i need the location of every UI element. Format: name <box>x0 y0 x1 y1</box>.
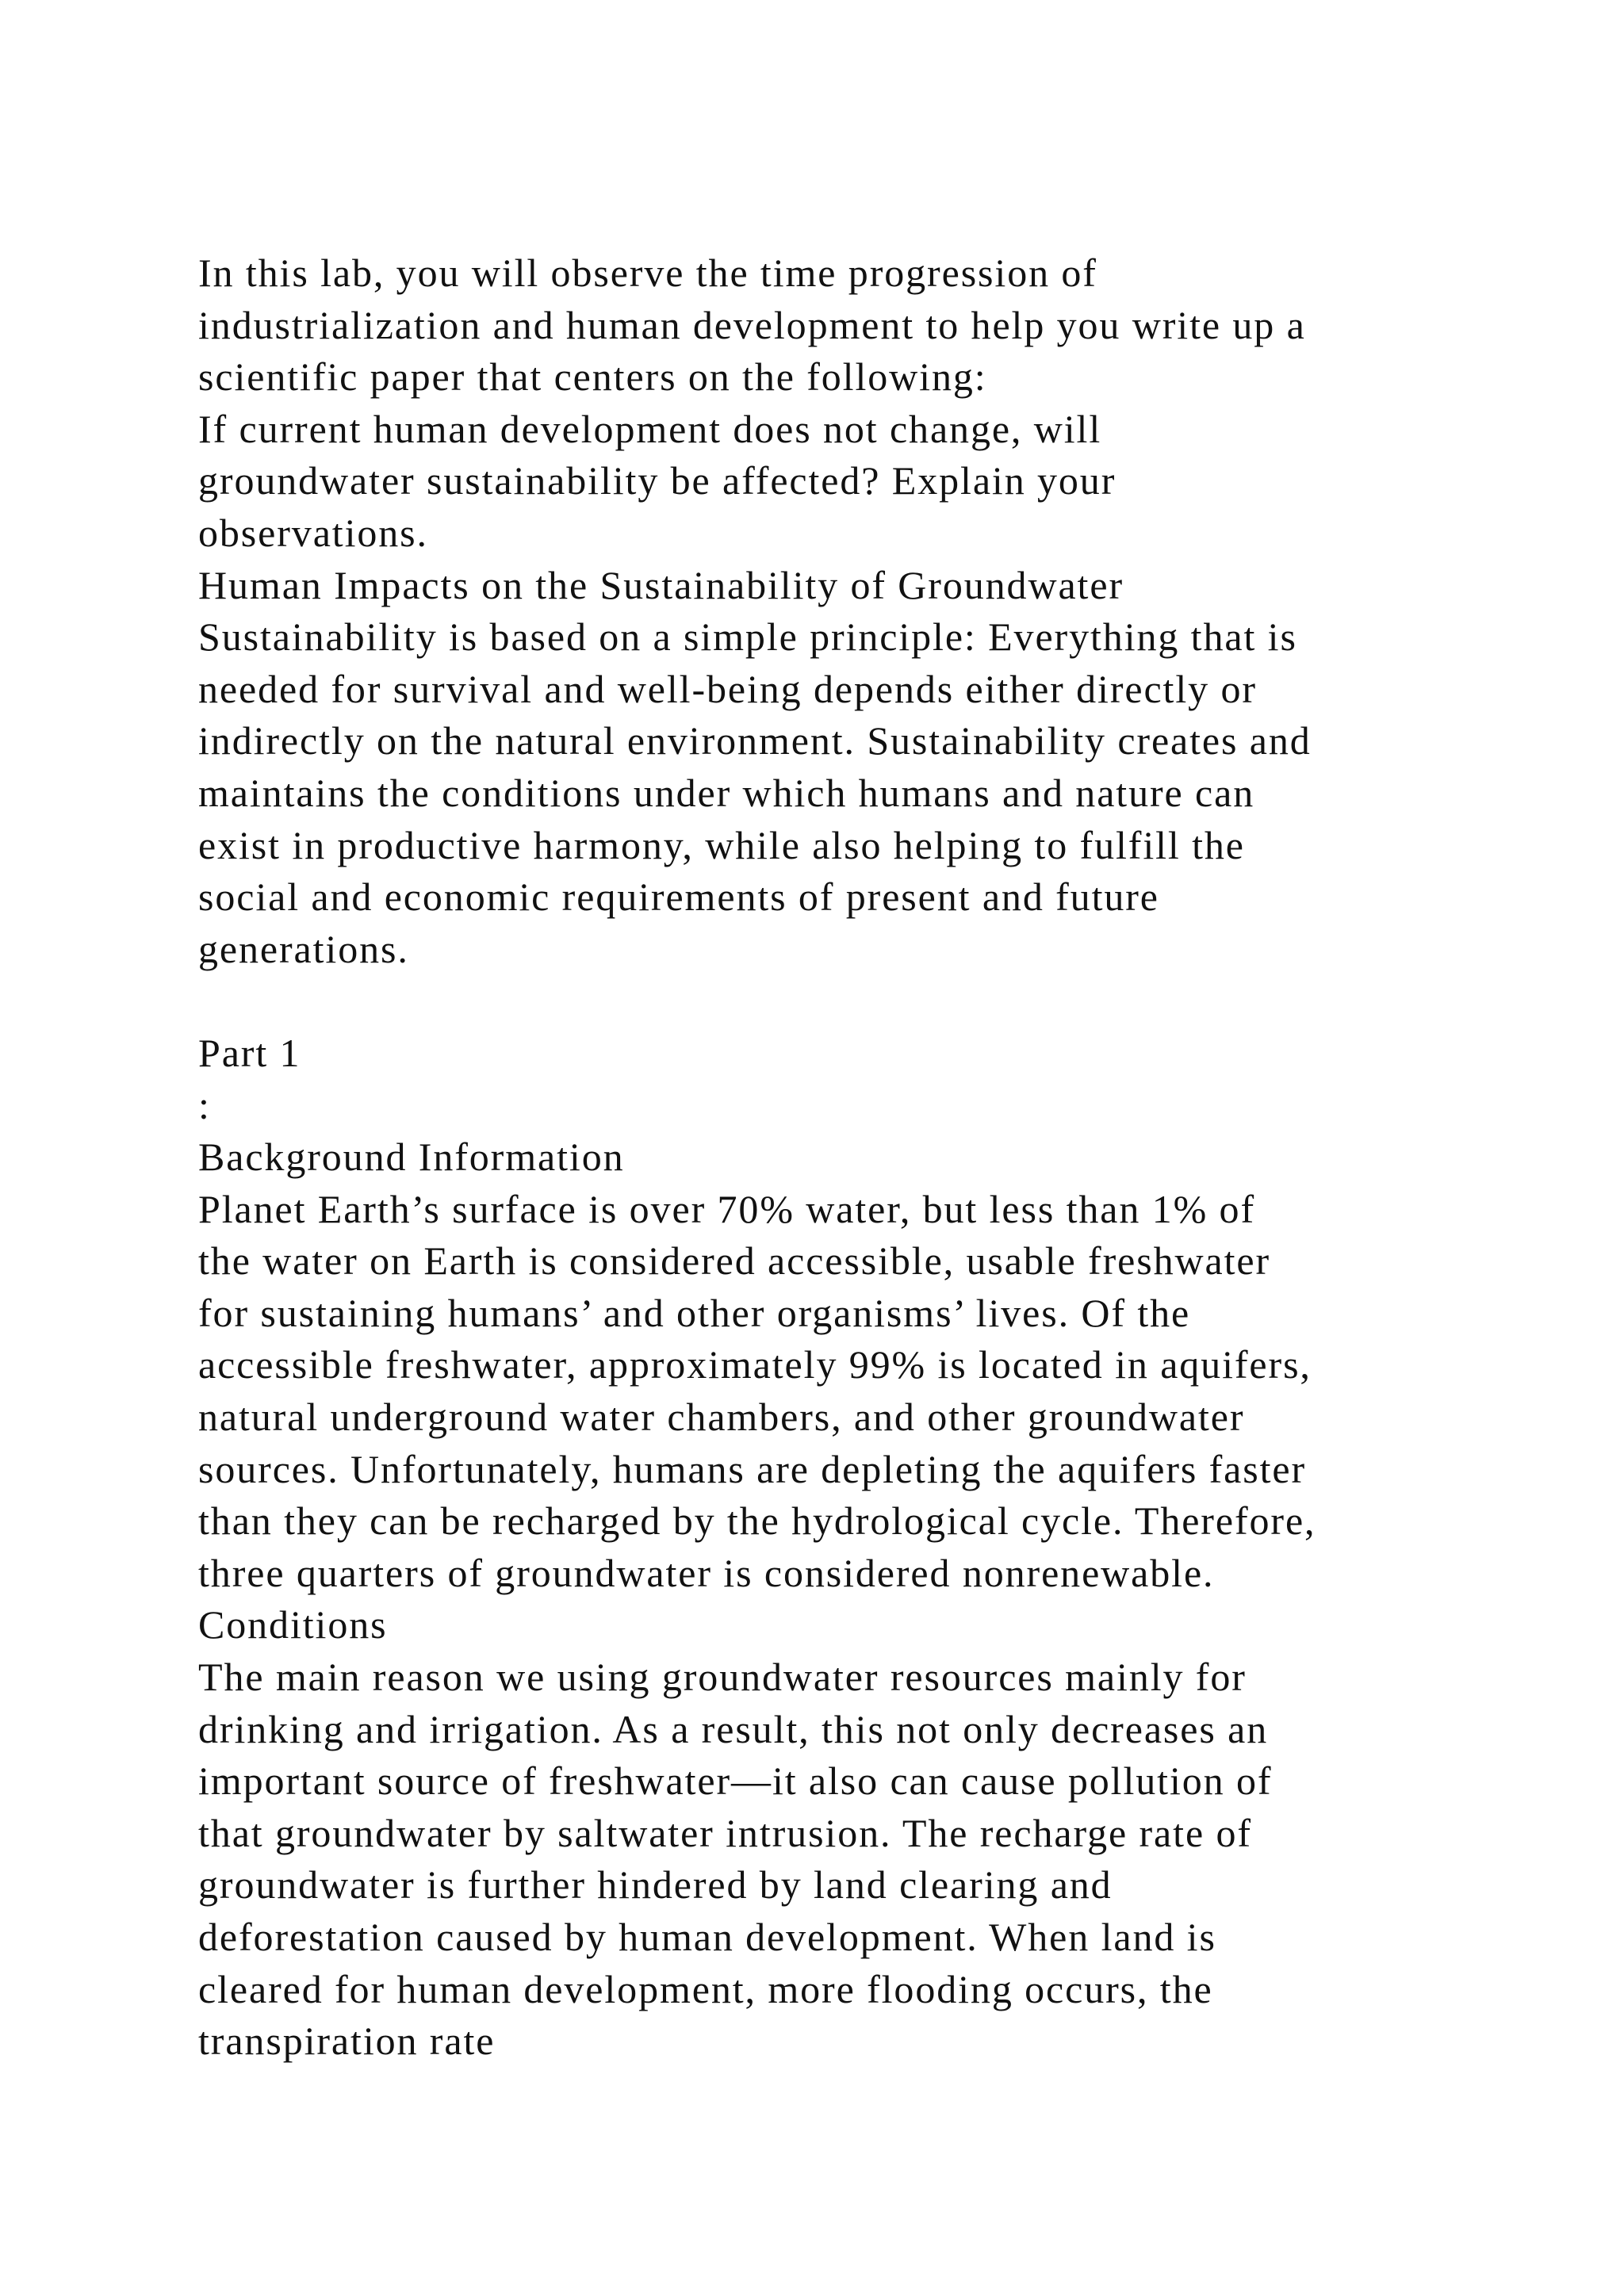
text-line: observations. <box>198 510 428 555</box>
text-line: generations. <box>198 926 409 971</box>
text-line: : <box>198 1082 211 1127</box>
text-line: Planet Earth’s surface is over 70% water, but less than 1% of <box>198 1186 1255 1231</box>
text-line: for sustaining humans’ and other organisms’ lives. Of the <box>198 1290 1191 1335</box>
text-line: In this lab, you will observe the time progression of <box>198 251 1097 295</box>
text-line: industrialization and human development to help you write up a <box>198 302 1306 347</box>
text-line: social and economic requirements of present and future <box>198 874 1159 920</box>
text-line: maintains the conditions under which humans and nature can <box>198 770 1255 815</box>
text-line: groundwater is further hindered by land clearing and <box>198 1862 1113 1908</box>
text-line: groundwater sustainability be affected? Explain your <box>198 458 1116 503</box>
section-heading: Conditions <box>198 1602 388 1647</box>
text-line: Sustainability is based on a simple principle: Everything that is <box>198 614 1297 660</box>
text-line: natural underground water chambers, and other groundwater <box>198 1395 1245 1440</box>
text-line: deforestation caused by human development. When land is <box>198 1915 1216 1959</box>
text-line: cleared for human development, more flooding occurs, the <box>198 1966 1213 2011</box>
text-line: important source of freshwater—it also can cause pollution of <box>198 1758 1273 1804</box>
text-line: indirectly on the natural environment. Sustainability creates and <box>198 718 1312 763</box>
text-line: If current human development does not change, will <box>198 406 1102 451</box>
text-line: three quarters of groundwater is considered nonrenewable. <box>198 1550 1215 1595</box>
text-line: exist in productive harmony, while also helping to fulfill the <box>198 822 1245 867</box>
section-heading: Background Information <box>198 1135 625 1180</box>
blank-line <box>198 975 1546 1027</box>
text-line: that groundwater by saltwater intrusion. The recharge rate of <box>198 1810 1252 1855</box>
text-line: drinking and irrigation. As a result, this not only decreases an <box>198 1706 1269 1751</box>
text-line: than they can be recharged by the hydrological cycle. Therefore, <box>198 1498 1316 1544</box>
document-body <box>198 247 1546 2068</box>
text-line: The main reason we using groundwater resources mainly for <box>198 1655 1247 1700</box>
text-line: the water on Earth is considered accessible, usable freshwater <box>198 1238 1271 1284</box>
text-line: sources. Unfortunately, humans are depleting the aquifers faster <box>198 1446 1307 1491</box>
text-line: needed for survival and well-being depends either directly or <box>198 666 1257 711</box>
text-line: transpiration rate <box>198 2019 496 2064</box>
part-heading: Part 1 <box>198 1030 301 1075</box>
text-line: accessible freshwater, approximately 99% is located in aquifers, <box>198 1342 1312 1387</box>
text-line: scientific paper that centers on the following: <box>198 354 987 400</box>
section-heading: Human Impacts on the Sustainability of Groundwater <box>198 562 1124 607</box>
